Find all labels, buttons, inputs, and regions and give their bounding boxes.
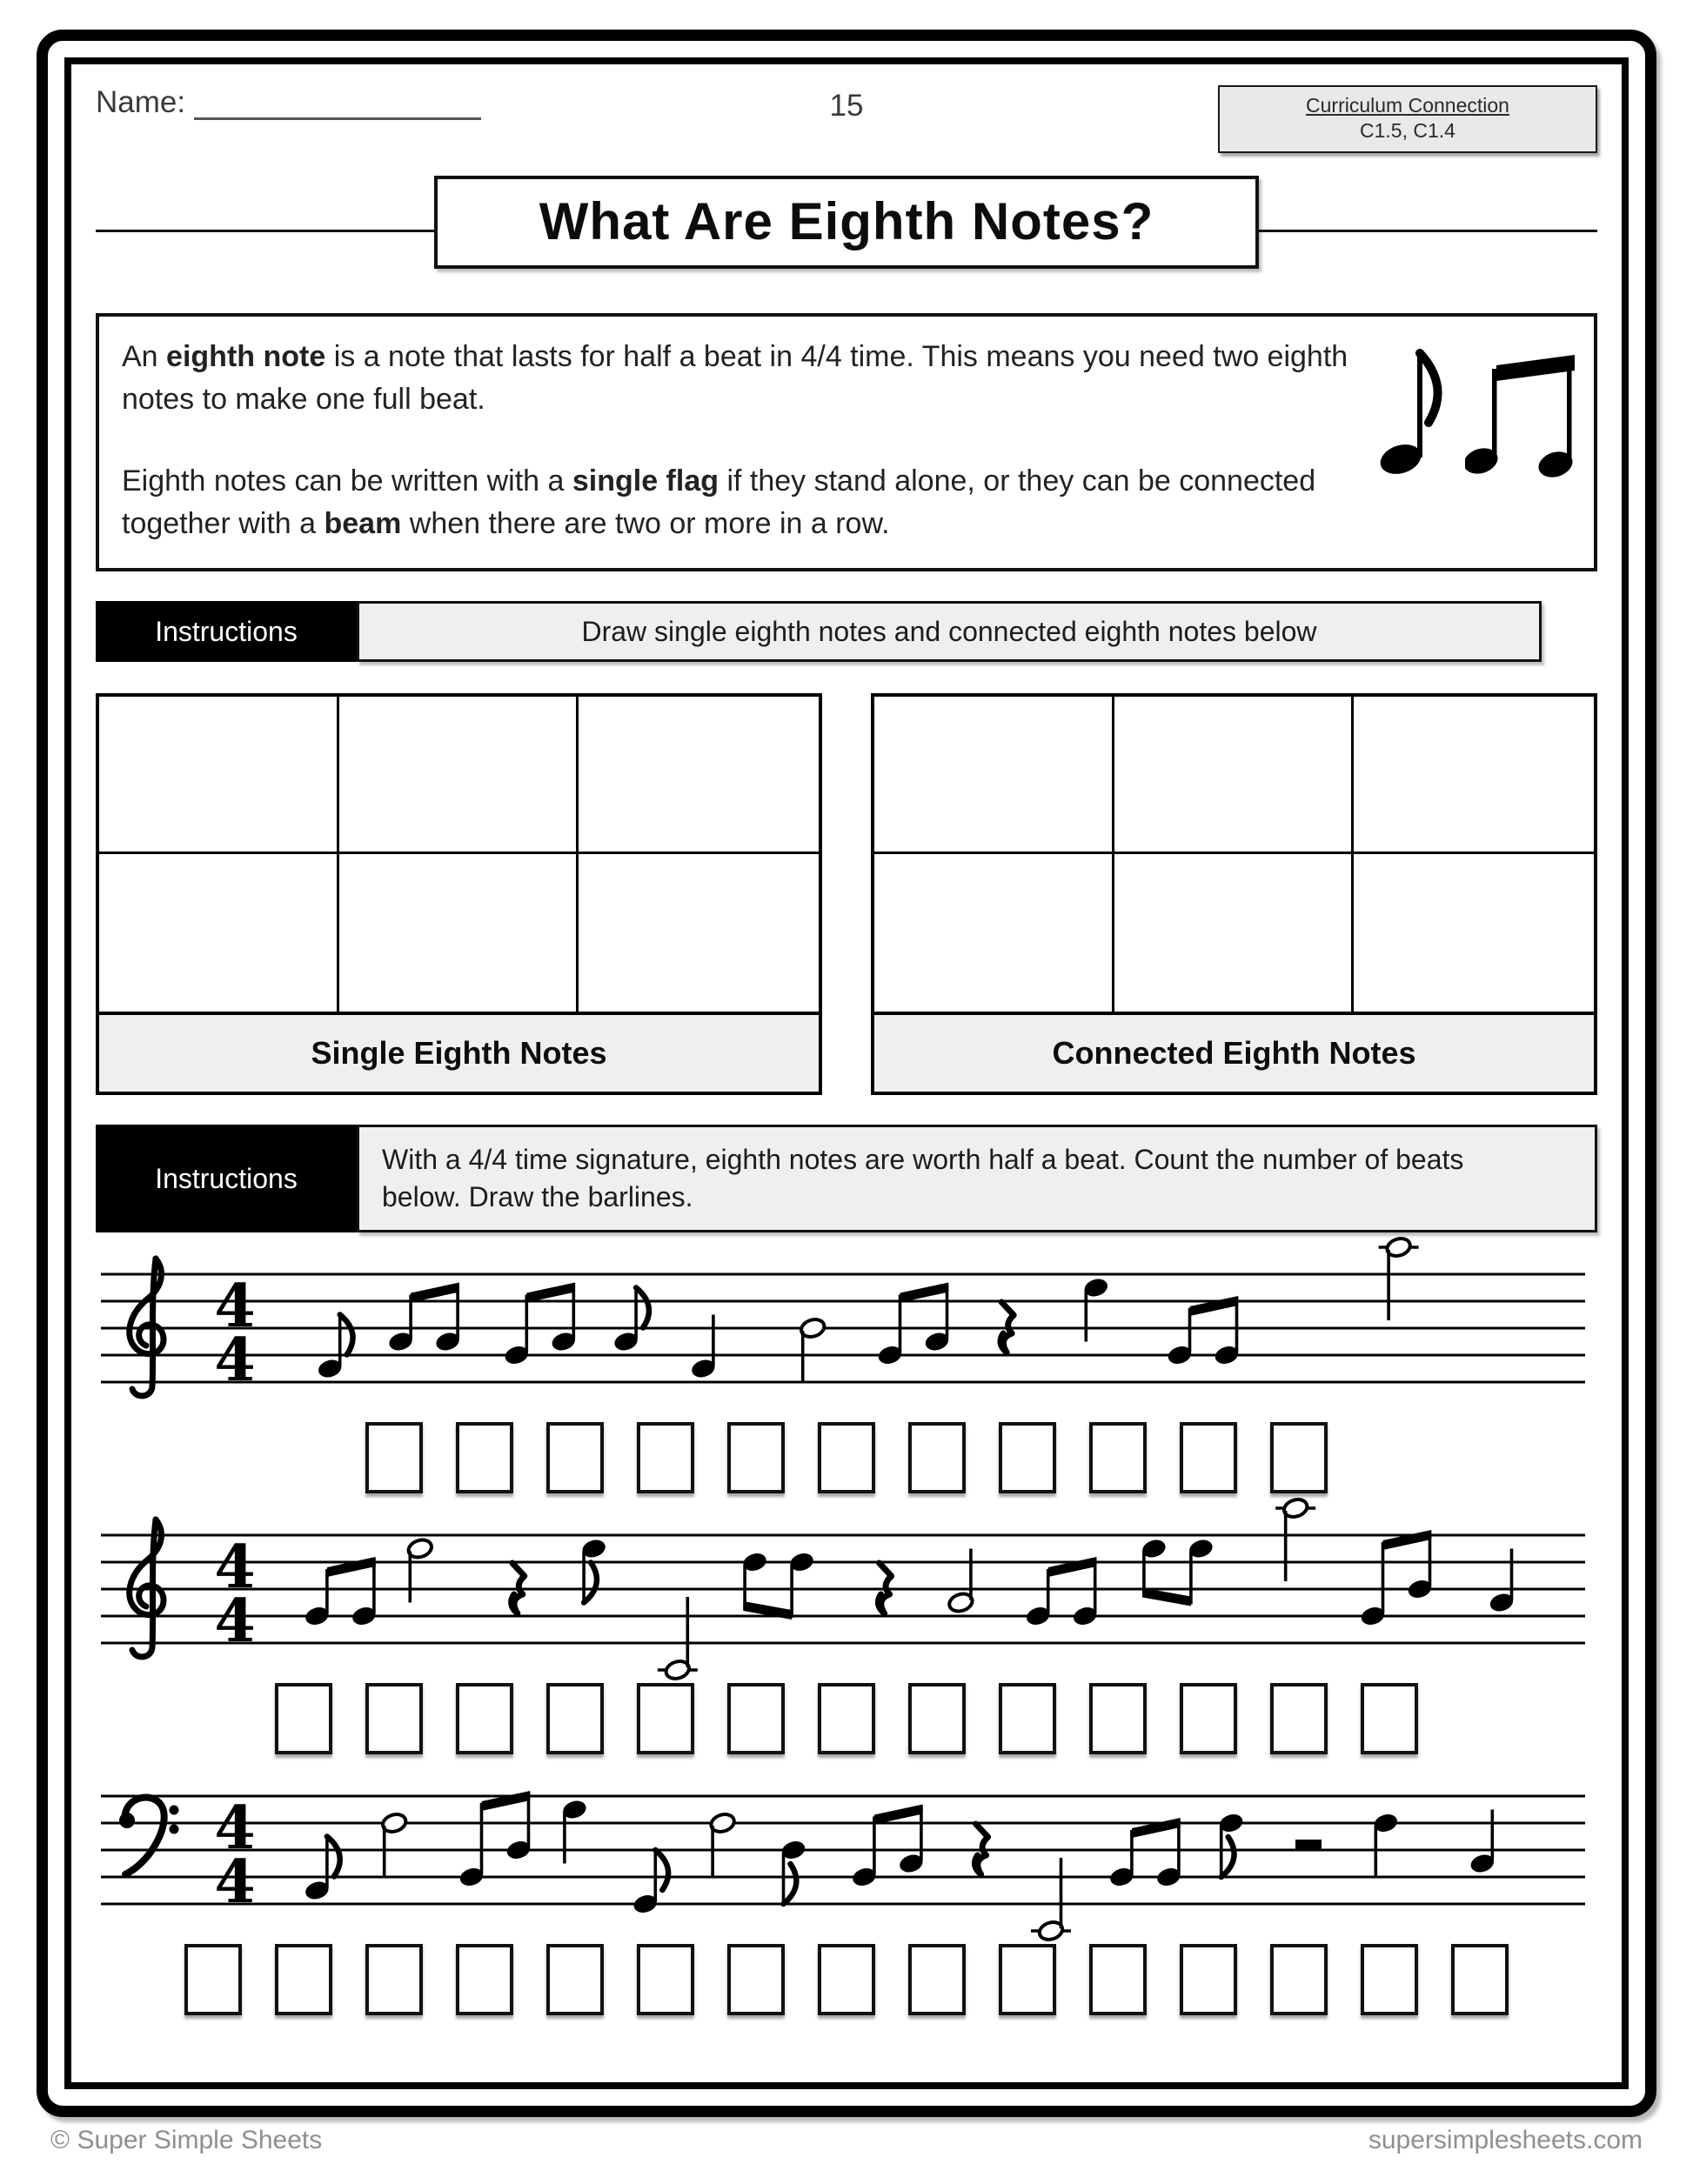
- beat-answer-box[interactable]: [1270, 1683, 1328, 1754]
- svg-text:4: 4: [214, 1326, 256, 1396]
- beat-answer-box[interactable]: [1089, 1683, 1147, 1754]
- beat-answer-box[interactable]: [727, 1422, 785, 1493]
- beat-answer-box[interactable]: [546, 1422, 604, 1493]
- instructions-1-label: Instructions: [96, 601, 357, 662]
- beat-answer-box[interactable]: [1089, 1422, 1147, 1493]
- drawing-cell[interactable]: [874, 697, 1114, 854]
- drawing-cell[interactable]: [1114, 697, 1355, 854]
- beat-answer-box[interactable]: [1089, 1944, 1147, 2015]
- instructions-2-text: With a 4/4 time signature, eighth notes are worth half a beat. Count the number of beats below. Draw the barlines.: [357, 1125, 1597, 1232]
- drawing-cell[interactable]: [339, 697, 579, 854]
- info-paragraph-1: An eighth note is a note that lasts for half a beat in 4/4 time. This means you need two eighth notes to make one full beat.: [122, 340, 1348, 417]
- beat-answer-box[interactable]: [275, 1683, 332, 1754]
- svg-text:4: 4: [214, 1847, 256, 1918]
- beat-answer-box[interactable]: [637, 1683, 694, 1754]
- beat-answer-row: [96, 1683, 1597, 1754]
- single-eighth-notes-grid: [99, 697, 819, 1012]
- name-label: Name:: [96, 85, 186, 119]
- connected-eighth-notes-grid: [874, 697, 1594, 1012]
- connected-eighth-notes-caption: Connected Eighth Notes: [874, 1012, 1594, 1092]
- staff-notation[interactable]: [96, 1506, 1592, 1680]
- instructions-2-label: Instructions: [96, 1125, 357, 1232]
- page-border-outer: [37, 30, 1656, 2117]
- info-note-images: [1378, 332, 1578, 480]
- instructions-1: [96, 601, 1597, 662]
- title-block: [96, 176, 1597, 289]
- drawing-cell[interactable]: [1114, 854, 1355, 1012]
- name-input-line[interactable]: [194, 86, 481, 120]
- drawing-cell[interactable]: [339, 854, 579, 1012]
- drawing-cell[interactable]: [579, 697, 819, 854]
- beat-answer-box[interactable]: [637, 1422, 694, 1493]
- instructions-1-text: Draw single eighth notes and connected eighth notes below: [357, 601, 1542, 662]
- info-paragraph-2: Eighth notes can be written with a single flag if they stand alone, or they can be connected together with a beam when there are two or more in a row.: [122, 464, 1316, 540]
- staff-block: [96, 1767, 1597, 2015]
- beat-answer-box[interactable]: [456, 1422, 513, 1493]
- beat-answer-box[interactable]: [908, 1683, 966, 1754]
- staves-section: [96, 1245, 1597, 2015]
- single-eighth-note-icon: [1378, 332, 1453, 480]
- beat-answer-box[interactable]: [818, 1944, 875, 2015]
- beat-answer-box[interactable]: [818, 1422, 875, 1493]
- beat-answer-box[interactable]: [908, 1422, 966, 1493]
- beat-answer-box[interactable]: [546, 1683, 604, 1754]
- info-box: [96, 313, 1597, 571]
- beat-answer-box[interactable]: [727, 1683, 785, 1754]
- beat-answer-box[interactable]: [365, 1683, 423, 1754]
- beat-answer-box[interactable]: [1270, 1422, 1328, 1493]
- single-eighth-notes-table: [96, 693, 822, 1095]
- beat-answer-box[interactable]: [365, 1422, 423, 1493]
- beat-answer-box[interactable]: [727, 1944, 785, 2015]
- beat-answer-box[interactable]: [1451, 1944, 1509, 2015]
- instructions-2: [96, 1125, 1597, 1232]
- beat-answer-box[interactable]: [1180, 1683, 1237, 1754]
- curriculum-codes: C1.5, C1.4: [1360, 119, 1455, 142]
- beat-answer-box[interactable]: [818, 1683, 875, 1754]
- beat-answer-box[interactable]: [456, 1944, 513, 2015]
- curriculum-title: Curriculum Connection: [1306, 94, 1509, 117]
- beat-answer-box[interactable]: [1361, 1944, 1418, 2015]
- svg-text:4: 4: [214, 1793, 256, 1864]
- drawing-tables: [96, 693, 1597, 1095]
- beat-answer-box[interactable]: [999, 1683, 1056, 1754]
- beat-answer-row: [96, 1422, 1597, 1493]
- curriculum-connection-box: [1218, 85, 1597, 153]
- page-content: [71, 64, 1622, 2082]
- footer: [50, 2126, 1643, 2155]
- beat-answer-box[interactable]: [1180, 1944, 1237, 2015]
- header: [96, 85, 1597, 153]
- beat-answer-row: [96, 1944, 1597, 2015]
- connected-eighth-notes-table: [871, 693, 1597, 1095]
- title-box: [434, 176, 1259, 269]
- staff-notation[interactable]: [96, 1245, 1592, 1419]
- page-title: What Are Eighth Notes?: [539, 192, 1154, 250]
- page-number: 15: [829, 89, 864, 123]
- beamed-eighth-notes-icon: [1465, 332, 1578, 480]
- footer-website: supersimplesheets.com: [1368, 2126, 1643, 2154]
- drawing-cell[interactable]: [99, 697, 339, 854]
- single-eighth-notes-caption: Single Eighth Notes: [99, 1012, 819, 1092]
- svg-text:4: 4: [214, 1272, 256, 1342]
- drawing-cell[interactable]: [874, 854, 1114, 1012]
- staff-block: [96, 1245, 1597, 1493]
- drawing-cell[interactable]: [99, 854, 339, 1012]
- beat-answer-box[interactable]: [1180, 1422, 1237, 1493]
- beat-answer-box[interactable]: [546, 1944, 604, 2015]
- drawing-cell[interactable]: [579, 854, 819, 1012]
- beat-answer-box[interactable]: [456, 1683, 513, 1754]
- beat-answer-box[interactable]: [365, 1944, 423, 2015]
- beat-answer-box[interactable]: [1361, 1683, 1418, 1754]
- svg-text:4: 4: [214, 1533, 256, 1603]
- footer-copyright: © Super Simple Sheets: [50, 2126, 323, 2154]
- beat-answer-box[interactable]: [184, 1944, 242, 2015]
- staff-notation[interactable]: [96, 1767, 1592, 1940]
- beat-answer-box[interactable]: [999, 1944, 1056, 2015]
- drawing-cell[interactable]: [1354, 854, 1594, 1012]
- beat-answer-box[interactable]: [275, 1944, 332, 2015]
- drawing-cell[interactable]: [1354, 697, 1594, 854]
- svg-text:4: 4: [214, 1586, 256, 1657]
- beat-answer-box[interactable]: [1270, 1944, 1328, 2015]
- beat-answer-box[interactable]: [637, 1944, 694, 2015]
- page-border-inner: [64, 57, 1629, 2089]
- beat-answer-box[interactable]: [999, 1422, 1056, 1493]
- name-field-group: [96, 85, 830, 120]
- beat-answer-box[interactable]: [908, 1944, 966, 2015]
- staff-block: [96, 1506, 1597, 1754]
